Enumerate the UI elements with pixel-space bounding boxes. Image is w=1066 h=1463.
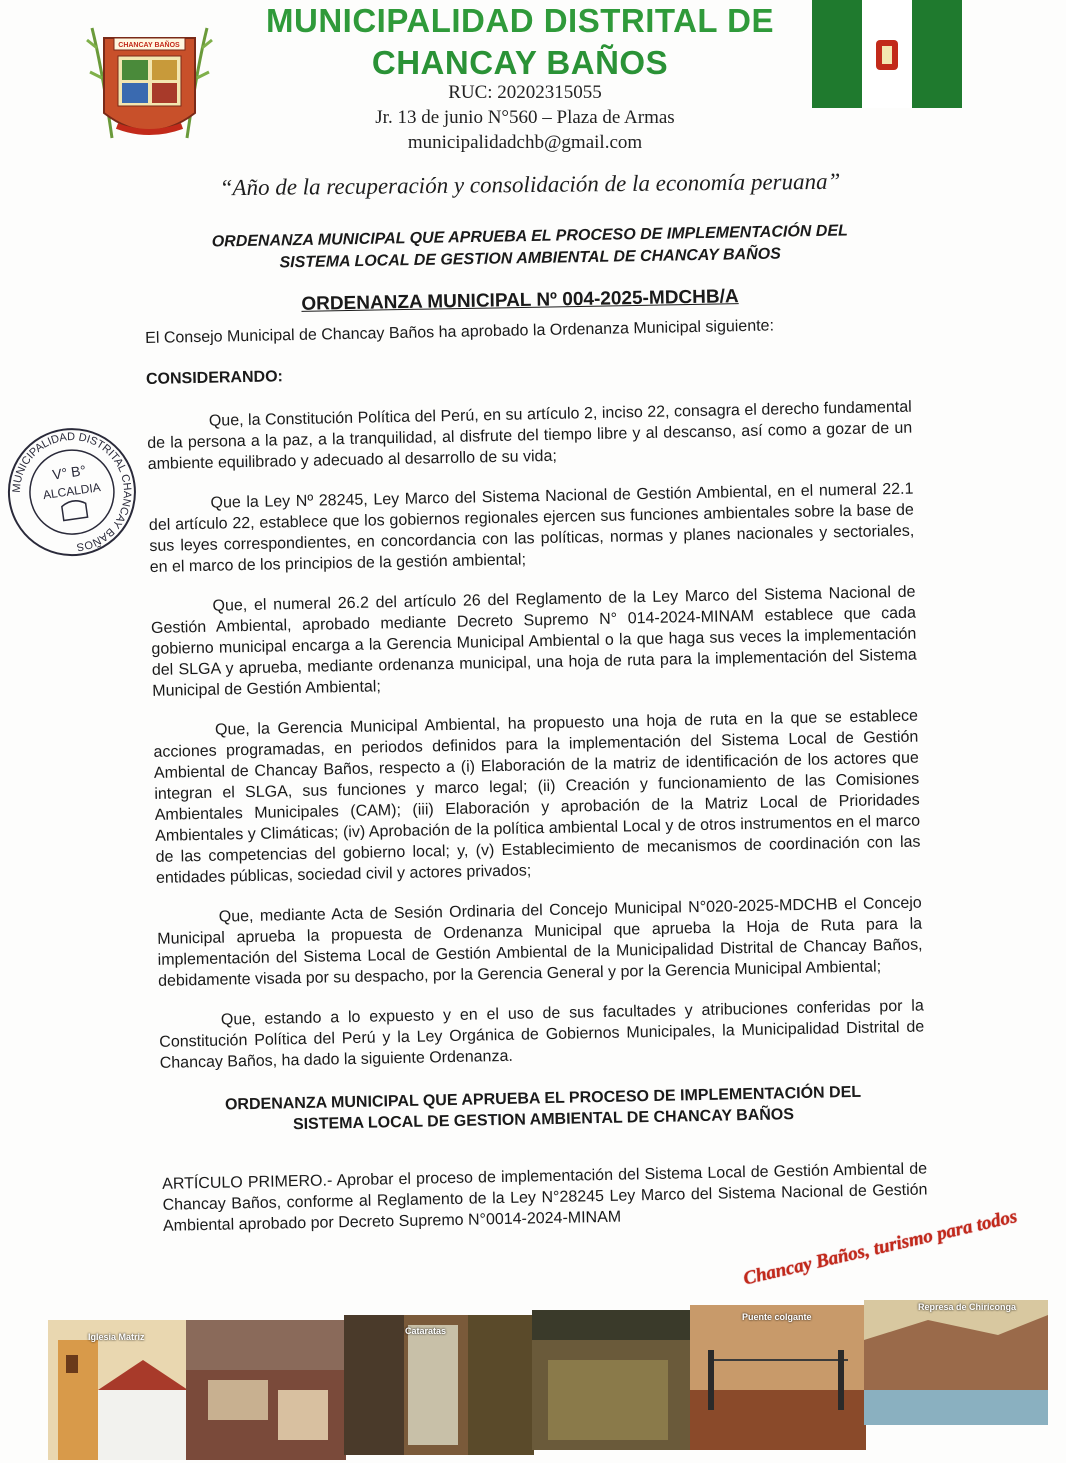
alcaldia-approval-stamp xyxy=(0,416,149,568)
organization-title xyxy=(200,0,840,84)
ruc-text: RUC: 20202315055 xyxy=(448,82,602,103)
paragraph-1: Que, la Constitución Política del Perú, en su artículo 2, inciso 22, consagra el derecho fundamental de la persona a la paz, a la tranquilidad, al disfrute del tiempo libre y al descanso, así como a gozar de un ambiente equilibrado y adecuado al desarrollo de su vida; xyxy=(147,398,913,473)
email-text: municipalidadchb@gmail.com xyxy=(407,132,643,153)
paragraph-5: Que, mediante Acta de Sesión Ordinaria del Concejo Municipal N°020-2025-MDCHB el Concejo Municipal aprueba la propuesta de Ordenanza Municipal que aprueba la Hoja de Ruta para la implementación del Sistema Local de Gestión Ambiental de la Municipalidad Distrital de Chancay Baños, debidamente visada por su despacho, por la Gerencia General y por la Gerencia Municipal Ambiental; xyxy=(157,894,923,990)
article-first: ARTÍCULO PRIMERO.- Aprobar el proceso de implementación del Sistema Local de Gestión Ambiental de Chancay Baños, conforme al Reglamento de la Ley N°28245 Ley Marco del Sistema Nacional de Gestión Ambiental aprobado por Decreto Supremo N°0014-2024-MINAM xyxy=(162,1160,928,1235)
closing-heading-line1: ORDENANZA MUNICIPAL QUE APRUEBA EL PROCESO DE IMPLEMENTACIÓN DEL xyxy=(224,1083,862,1114)
organization-title-line2: CHANCAY BAÑOS xyxy=(371,44,669,81)
photo-label-1: Iglesia Matriz xyxy=(88,1332,145,1342)
ordinance-number: ORDENANZA MUNICIPAL Nº 004-2025-MDCHB/A xyxy=(301,286,739,315)
paragraph-2: Que la Ley Nº 28245, Ley Marco del Sistema Nacional de Gestión Ambiental, en el numeral 22.1 del artículo 22, establece que los gobiernos regionales ejercen sus funciones ambientales sobre la base de sus leyes correspondientes, en concordancia con las políticas, normas y planes nacionales y sectoriales, en el marco de los principios de la gestión ambiental; xyxy=(148,480,915,576)
paragraph-3: Que, el numeral 26.2 del artículo 26 del Reglamento de la Ley Marco del Sistema Nacional de Gestión Ambiental, aprobado mediante Decreto Supremo N° 014-2024-MINAM establece que cada gobierno municipal encarga a la Gerencia Municipal Ambiental o la que haga sus veces la implementación del SLGA y aprueba, mediante ordenanza municipal, una hoja de ruta para la implementación del Sistema Municipal de Gestión Ambiental; xyxy=(150,583,917,700)
ordinance-heading xyxy=(140,219,921,277)
ordinance-heading-line1: ORDENANZA MUNICIPAL QUE APRUEBA EL PROCESO DE IMPLEMENTACIÓN DEL xyxy=(211,222,848,251)
photo-cataratas xyxy=(344,1315,534,1455)
stamp-ring-text: MUNICIPALIDAD DISTRITAL CHANCAY BAÑOS xyxy=(10,431,134,553)
paragraph-4: Que, la Gerencia Municipal Ambiental, ha propuesto una hoja de ruta en la que se establece acciones programadas, en periodos definidos para la implementación del Sistema Local de Gestión Ambiental de Chancay Baños, respecto a (i) Elaboración de la matriz de identificación de los actores que integran el SLGA, sus funciones y marco legal; (ii) Creación y funcionamiento de las Comisiones Ambientales Municipales (CAM); (iii) Elaboración y aprobación de la Matriz Local de Prioridades Ambientales y Climáticas; (iv) Aprobación de la política ambiental Local y de otros instrumentos en el marco de las competencias del gobierno local; y, (v) Establecimiento de mecanismos de coordinación con las entidades públicas, sociedad civil y actores privados; xyxy=(153,707,921,887)
paragraph-6: Que, estando a lo expuesto y en el uso de sus facultades y atribuciones conferidas por la Constitución Política del Perú y la Ley Orgánica de Gobiernos Municipales, la Municipalidad Distrital de Chancay Baños, ha dado la siguiente Ordenanza. xyxy=(159,997,925,1072)
document-body xyxy=(145,313,928,1256)
considerando-heading: CONSIDERANDO: xyxy=(145,368,284,388)
photo-puente-colgante xyxy=(690,1305,866,1450)
photo-represa-chiriconga xyxy=(864,1300,1048,1425)
photo-label-5: Puente colgante xyxy=(742,1312,812,1322)
address-text: Jr. 13 de junio N°560 – Plaza de Armas xyxy=(375,107,675,128)
tourism-photo-strip xyxy=(48,1300,1048,1460)
photo-landscape xyxy=(532,1310,692,1450)
organization-contact-info xyxy=(330,80,720,155)
photo-label-3: Cataratas xyxy=(405,1326,447,1336)
crest-label: CHANCAY BAÑOS xyxy=(118,42,180,49)
stamp-vobo: V° B° xyxy=(51,461,87,483)
district-flag xyxy=(812,0,962,108)
ordinance-heading-line2: SISTEMA LOCAL DE GESTION AMBIENTAL DE CHANCAY BAÑOS xyxy=(279,245,781,272)
closing-heading-line2: SISTEMA LOCAL DE GESTION AMBIENTAL DE CHANCAY BAÑOS xyxy=(292,1106,795,1134)
tourism-slogan: Chancay Baños, turismo para todos xyxy=(741,1205,1020,1290)
closing-heading xyxy=(190,1081,896,1137)
intro-paragraph: El Consejo Municipal de Chancay Baños ha aprobado la Ordenanza Municipal siguiente: xyxy=(145,317,775,347)
stamp-alcaldia: ALCALDIA xyxy=(42,480,102,503)
photo-label-6: Represa de Chiriconga xyxy=(918,1302,1017,1312)
year-motto: “Año de la recuperación y consolidación de la economía peruana” xyxy=(219,168,841,201)
photo-town-view xyxy=(186,1320,346,1460)
municipal-crest-emblem xyxy=(82,8,217,148)
organization-title-line1: MUNICIPALIDAD DISTRITAL DE xyxy=(266,2,774,39)
